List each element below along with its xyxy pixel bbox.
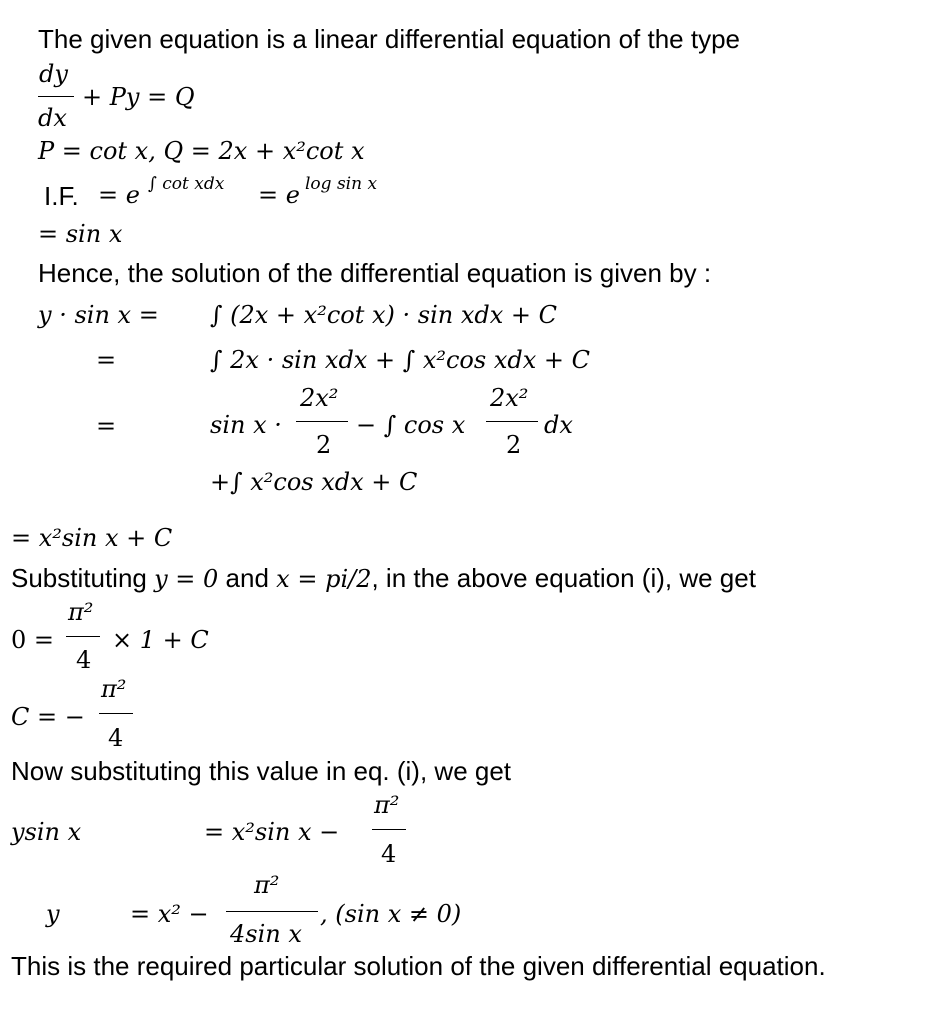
subst-text-c: , in the above equation (i), we get: [371, 563, 756, 593]
equals-sign: =: [96, 346, 117, 374]
fraction-bar: [99, 713, 133, 714]
equals-sign: =: [96, 412, 117, 440]
sol3-denominator-2: 2: [506, 431, 522, 459]
four-denominator: 4: [108, 724, 124, 752]
sol3-integral: − ∫ cos x: [356, 411, 466, 439]
solution-rhs-4: +∫ x²cos xdx + C: [210, 468, 418, 496]
if-exponent-1: ∫ cot xdx: [148, 174, 225, 194]
pi-squared: π²: [254, 871, 280, 899]
subst-text-b: and: [225, 563, 269, 593]
if-result: = sin x: [38, 220, 123, 248]
intro-text: The given equation is a linear differential equation of the type: [38, 24, 740, 54]
solution-rhs-2: ∫ 2x · sin xdx + ∫ x²cos xdx + C: [210, 346, 590, 374]
four-sin-x: 4sin x: [230, 920, 302, 948]
four-denominator: 4: [76, 646, 92, 674]
solution-rhs-1: ∫ (2x + x²cot x) · sin xdx + C: [210, 301, 558, 329]
fraction-bar: [66, 636, 100, 637]
zero-equation: 0 =: [11, 626, 55, 654]
now-substituting-text: Now substituting this value in eq. (i), we get: [11, 756, 512, 786]
dy-numerator: dy: [39, 60, 68, 88]
final-rhs-2b: , (sin x ≠ 0): [320, 900, 462, 928]
pi-squared: π²: [68, 598, 94, 626]
subst-text-a: Substituting: [11, 563, 147, 593]
fraction-bar: [486, 421, 538, 422]
pi-squared: π²: [374, 791, 400, 819]
c-equation: C = −: [11, 703, 85, 731]
ode-form: + Py = Q: [82, 83, 195, 111]
if-equals-2: = e: [258, 181, 300, 209]
if-exponent-2: log sin x: [305, 174, 378, 194]
if-equals-1: = e: [98, 181, 140, 209]
four-denominator: 4: [381, 840, 397, 868]
sol3-denominator-1: 2: [316, 431, 332, 459]
general-solution: = x²sin x + C: [11, 524, 173, 552]
fraction-bar: [226, 911, 318, 912]
subst-y0: y = 0: [154, 565, 219, 593]
fraction-bar: [372, 829, 406, 830]
substituting-line: [11, 565, 756, 591]
conclusion-text: This is the required particular solution of the given differential equation.: [11, 951, 826, 981]
dx-denominator: dx: [38, 104, 67, 132]
sol3-sin-x: sin x ·: [210, 411, 282, 439]
subst-xpi: x = pi/2: [276, 565, 372, 593]
final-lhs-1: ysin x: [11, 818, 82, 846]
if-label: I.F.: [44, 181, 79, 211]
times-c: × 1 + C: [112, 626, 209, 654]
p-q-definition: P = cot x, Q = 2x + x²cot x: [38, 137, 365, 165]
solution-lhs: y · sin x =: [38, 301, 159, 329]
sol3-dx: dx: [544, 411, 573, 439]
final-lhs-2: y: [46, 900, 60, 928]
hence-text: Hence, the solution of the differential equation is given by :: [38, 258, 712, 288]
pi-squared: π²: [101, 675, 127, 703]
final-rhs-1: = x²sin x −: [204, 818, 340, 846]
fraction-bar: [38, 96, 74, 97]
final-rhs-2a: = x² −: [130, 900, 209, 928]
sol3-numerator-2: 2x²: [490, 384, 529, 412]
fraction-bar: [296, 421, 348, 422]
sol3-numerator-1: 2x²: [300, 384, 339, 412]
